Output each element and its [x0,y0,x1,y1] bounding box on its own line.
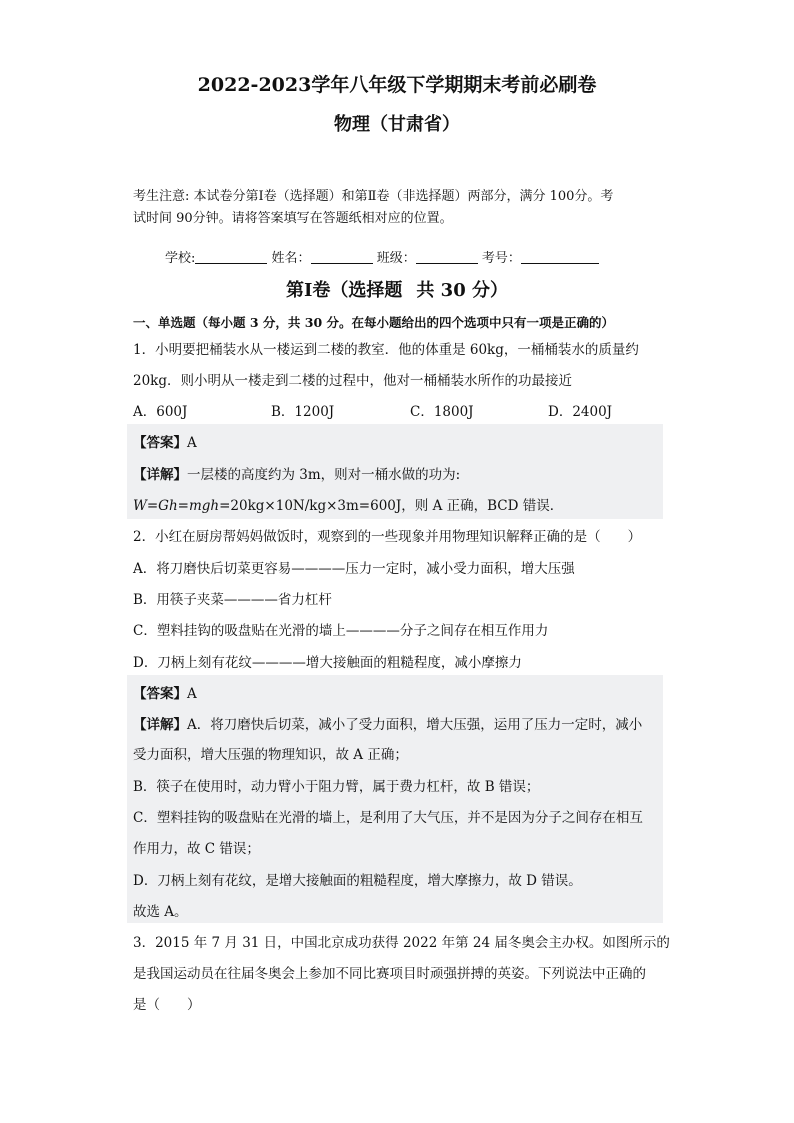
q2-option-d: D．刀柄上刻有花纹————增大接触面的粗糙程度，减小摩擦力 [133,655,522,671]
class-blank[interactable] [416,250,478,264]
q2-detail-line-3: B．筷子在使用时，动力臂小于阻力臂，属于费力杠杆，故 B 错误； [133,779,540,795]
notice-line-2: 试时间 90分钟。请将答案填写在答题纸相对应的位置。 [133,211,453,226]
q2-option-a: A．将刀磨快后切菜更容易————压力一定时，减小受力面积，增大压强 [133,561,575,577]
q2-answer-value: A [187,686,197,702]
q1-option-b: B．1200J [271,404,335,420]
q1-detail-line-1 [133,463,460,483]
q2-detail-line-7: 故选 A。 [133,904,188,920]
q2-detail-label: 【详解】 [133,717,187,733]
q1-detail-label: 【详解】 [133,467,187,483]
q1-option-c: C．1800J [410,404,474,420]
question-type-heading: 一、单选题（每小题 3 分，共 30 分。在每小题给出的四个选项中只有一项是正确的） [133,315,615,330]
q3-stem-line-3: 是（ ） [133,997,201,1013]
school-blank[interactable] [195,250,267,264]
q1-stem-line-1: 1．小明要把桶装水从一楼运到二楼的教室．他的体重是 60kg，一桶桶装水的质量约 [133,342,639,358]
q2-detail-line-1 [133,713,642,733]
class-label: 班级： [376,251,416,266]
number-label: 考号： [481,251,521,266]
q1-answer-value: A [187,435,197,451]
section-title: 第Ⅰ卷（选择题 [285,280,403,301]
name-label: 姓名： [271,251,311,266]
notice-line-1: 考生注意: 本试卷分第Ⅰ卷（选择题）和第Ⅱ卷（非选择题）两部分，满分 100分。考 [133,189,614,204]
q3-stem-line-2: 是我国运动员在往届冬奥会上参加不同比赛项目时顽强拼搏的英姿。下列说法中正确的 [133,966,646,982]
name-blank[interactable] [311,250,373,264]
school-label: 学校: [165,251,196,266]
exam-notice [133,186,663,230]
q2-detail-line-4: C．塑料挂钩的吸盘贴在光滑的墙上，是利用了大气压，并不是因为分子之间存在相互 [133,810,643,826]
q1-option-d: D．2400J [548,404,613,420]
q1-detail-text-2: =20kg×10N/kg×3m=600J，则 A 正确，BCD 错误． [219,498,564,514]
q1-detail-formula: W=Gh=mgh [133,498,220,514]
q2-detail-text-1: A．将刀磨快后切菜，减小了受力面积，增大压强，运用了压力一定时，减小 [187,717,643,733]
q2-option-c: C．塑料挂钩的吸盘贴在光滑的墙上————分子之间存在相互作用力 [133,623,549,639]
q1-answer-box [127,424,663,519]
q2-answer-label: 【答案】 [133,686,187,702]
q3-stem-line-1: 3．2015 年 7 月 31 日，中国北京成功获得 2022 年第 24 届冬奥会主办权。如图所示的 [133,935,670,951]
q2-answer-box [127,675,663,923]
q1-option-a: A．600J [133,404,188,420]
q1-detail-text-1: 一层楼的高度约为 3m，则对一桶水做的功为: [187,467,461,483]
exam-subtitle: 物理（甘肃省） [334,114,460,135]
q1-answer-label: 【答案】 [133,435,187,451]
section-score: 共 30 分） [416,280,508,301]
q2-option-b: B．用筷子夹菜————省力杠杆 [133,592,332,608]
q2-detail-line-2: 受力面积，增大压强的物理知识，故 A 正确； [133,747,408,763]
q1-stem-line-2: 20kg．则小明从一楼走到二楼的过程中，他对一桶桶装水所作的功最接近 [133,373,572,389]
q2-detail-line-5: 作用力，故 C 错误； [133,841,260,857]
q1-detail-line-2 [133,494,563,514]
q2-answer [133,682,197,702]
section-heading [0,276,794,302]
q2-detail-line-6: D．刀柄上刻有花纹，是增大接触面的粗糙程度，增大摩擦力，故 D 错误。 [133,873,582,889]
q2-stem: 2．小红在厨房帮妈妈做饭时，观察到的一些现象并用物理知识解释正确的是（ ） [133,529,642,545]
exam-title: 2022-2023学年八年级下学期期末考前必刷卷 [197,74,597,96]
student-info-row [165,247,599,266]
q1-answer [133,431,197,451]
number-blank[interactable] [521,250,599,264]
